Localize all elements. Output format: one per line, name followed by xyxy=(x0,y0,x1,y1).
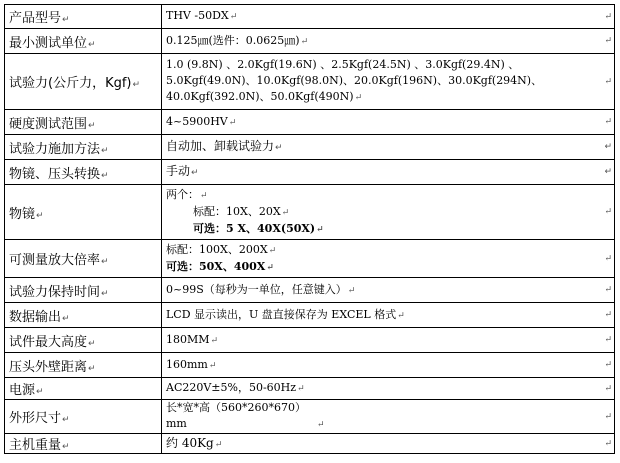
spec-label: 可测量放大倍率↵ xyxy=(5,240,162,278)
paragraph-mark-icon: ↵ xyxy=(101,170,109,181)
row-end-mark-icon: ↵ xyxy=(604,310,612,320)
paragraph-mark-icon: ↵ xyxy=(281,207,290,218)
paragraph-mark-icon: ↵ xyxy=(275,143,283,153)
spec-label: 数据输出↵ xyxy=(5,303,162,328)
paragraph-mark-icon: ↵ xyxy=(101,257,109,267)
row-end-mark-icon: ↵ xyxy=(604,76,612,87)
paragraph-mark-icon: ↵ xyxy=(88,338,96,349)
spec-value: 0~99S（每秒为一单位，任意键入）↵ ↵ xyxy=(162,278,615,303)
spec-label: 压头外壁距离↵ xyxy=(5,353,162,378)
table-row xyxy=(5,5,615,29)
spec-value: 标配：100X、200X↵ 可选：50X、400X↵ ↵ xyxy=(162,240,615,278)
spec-value: LCD 显示读出，U 盘直接保存为 EXCEL 格式↵ ↵ xyxy=(162,303,615,328)
paragraph-mark-icon: ↵ xyxy=(101,288,109,299)
paragraph-mark-icon: ↵ xyxy=(88,363,96,374)
row-end-mark-icon: ↵ xyxy=(604,253,612,264)
spec-label: 试验力(公斤力，Kgf)↵ xyxy=(5,54,162,110)
table-row xyxy=(5,110,615,135)
spec-label: 硬度测试范围↵ xyxy=(5,110,162,135)
spec-value: THV -50DX↵ ↵ xyxy=(162,5,615,29)
table-row xyxy=(5,240,615,278)
table-row xyxy=(5,135,615,160)
paragraph-mark-icon: ↵ xyxy=(200,190,208,201)
paragraph-mark-icon: ↵ xyxy=(316,224,324,235)
row-end-mark-icon: ↵ xyxy=(604,411,612,422)
spec-label: 试验力保持时间↵ xyxy=(5,278,162,303)
spec-value: 4~5900HV↵ ↵ xyxy=(162,110,615,135)
paragraph-mark-icon: ↵ xyxy=(101,145,109,156)
paragraph-mark-icon: ↵ xyxy=(317,420,325,430)
paragraph-mark-icon: ↵ xyxy=(36,387,44,397)
spec-value: 1.0 (9.8N) 、2.0Kgf(19.6N) 、2.5Kgf(24.5N) 、3.0Kgf(29.4N) 、 5.0Kgf(49.0N)、10.0Kgf(98.0N)、20.0Kgf(196N)、30.0Kgf(294N)、 40.0Kgf(392.0N)、50.0Kgf(490N)↵ ↵ xyxy=(162,54,615,110)
table-row xyxy=(5,54,615,110)
spec-label: 外形尺寸↵ xyxy=(5,400,162,434)
spec-label: 电源↵ xyxy=(5,378,162,400)
row-end-mark-icon: ↵ xyxy=(604,142,612,152)
spec-value: 手动↵ ↵ xyxy=(162,160,615,185)
spec-value: 自动加、卸载试验力↵ ↵ xyxy=(162,135,615,160)
paragraph-mark-icon: ↵ xyxy=(88,39,96,50)
paragraph-mark-icon: ↵ xyxy=(191,168,199,178)
paragraph-mark-icon: ↵ xyxy=(297,384,305,394)
spec-label: 产品型号↵ xyxy=(5,5,162,29)
paragraph-mark-icon: ↵ xyxy=(266,262,274,273)
paragraph-mark-icon: ↵ xyxy=(347,285,356,296)
spec-label: 物镜、压头转换↵ xyxy=(5,160,162,185)
table-row xyxy=(5,400,615,434)
table-row xyxy=(5,378,615,400)
paragraph-mark-icon: ↵ xyxy=(229,12,238,22)
spec-label: 最小测试单位↵ xyxy=(5,29,162,54)
paragraph-mark-icon: ↵ xyxy=(214,439,223,450)
spec-value: 160mm↵ ↵ xyxy=(162,353,615,378)
row-end-mark-icon: ↵ xyxy=(604,335,612,345)
paragraph-mark-icon: ↵ xyxy=(62,442,70,452)
table-row xyxy=(5,278,615,303)
paragraph-mark-icon: ↵ xyxy=(132,80,141,90)
spec-label: 主机重量↵ xyxy=(5,434,162,454)
spec-value: AC220V±5%，50-60Hz↵ ↵ xyxy=(162,378,615,400)
table-row xyxy=(5,185,615,240)
paragraph-mark-icon: ↵ xyxy=(62,313,70,324)
paragraph-mark-icon: ↵ xyxy=(354,93,363,103)
spec-table xyxy=(4,4,615,454)
row-end-mark-icon: ↵ xyxy=(604,167,612,177)
table-row xyxy=(5,328,615,353)
spec-value: 长*宽*高（560*260*670）mm ↵ ↵ xyxy=(162,400,615,434)
table-row xyxy=(5,303,615,328)
paragraph-mark-icon: ↵ xyxy=(88,120,96,131)
row-end-mark-icon: ↵ xyxy=(604,383,612,394)
spec-value: 约 40Kg↵ ↵ xyxy=(162,434,615,454)
row-end-mark-icon: ↵ xyxy=(604,11,612,22)
spec-value: 两个：↵ 标配：10X、20X↵ 可选：5 X、40X(50X)↵ ↵ xyxy=(162,185,615,240)
table-row xyxy=(5,353,615,378)
row-end-mark-icon: ↵ xyxy=(604,285,612,295)
row-end-mark-icon: ↵ xyxy=(604,360,612,370)
paragraph-mark-icon: ↵ xyxy=(36,210,44,221)
row-end-mark-icon: ↵ xyxy=(604,207,612,217)
paragraph-mark-icon: ↵ xyxy=(210,335,219,346)
spec-value: 0.125㎛(选件：0.0625㎛)↵ ↵ xyxy=(162,29,615,54)
paragraph-mark-icon: ↵ xyxy=(268,245,277,256)
table-row xyxy=(5,434,615,454)
spec-value: 180MM↵ ↵ xyxy=(162,328,615,353)
paragraph-mark-icon: ↵ xyxy=(397,310,405,321)
spec-label: 试验力施加方法↵ xyxy=(5,135,162,160)
row-end-mark-icon: ↵ xyxy=(604,36,612,46)
paragraph-mark-icon: ↵ xyxy=(228,117,237,128)
paragraph-mark-icon: ↵ xyxy=(208,360,217,371)
row-end-mark-icon: ↵ xyxy=(604,438,612,449)
paragraph-mark-icon: ↵ xyxy=(62,415,70,425)
spec-label: 试件最大高度↵ xyxy=(5,328,162,353)
paragraph-mark-icon: ↵ xyxy=(300,36,309,47)
table-row xyxy=(5,29,615,54)
spec-label: 物镜↵ xyxy=(5,185,162,240)
table-row xyxy=(5,160,615,185)
paragraph-mark-icon: ↵ xyxy=(62,15,70,25)
row-end-mark-icon: ↵ xyxy=(604,117,612,127)
